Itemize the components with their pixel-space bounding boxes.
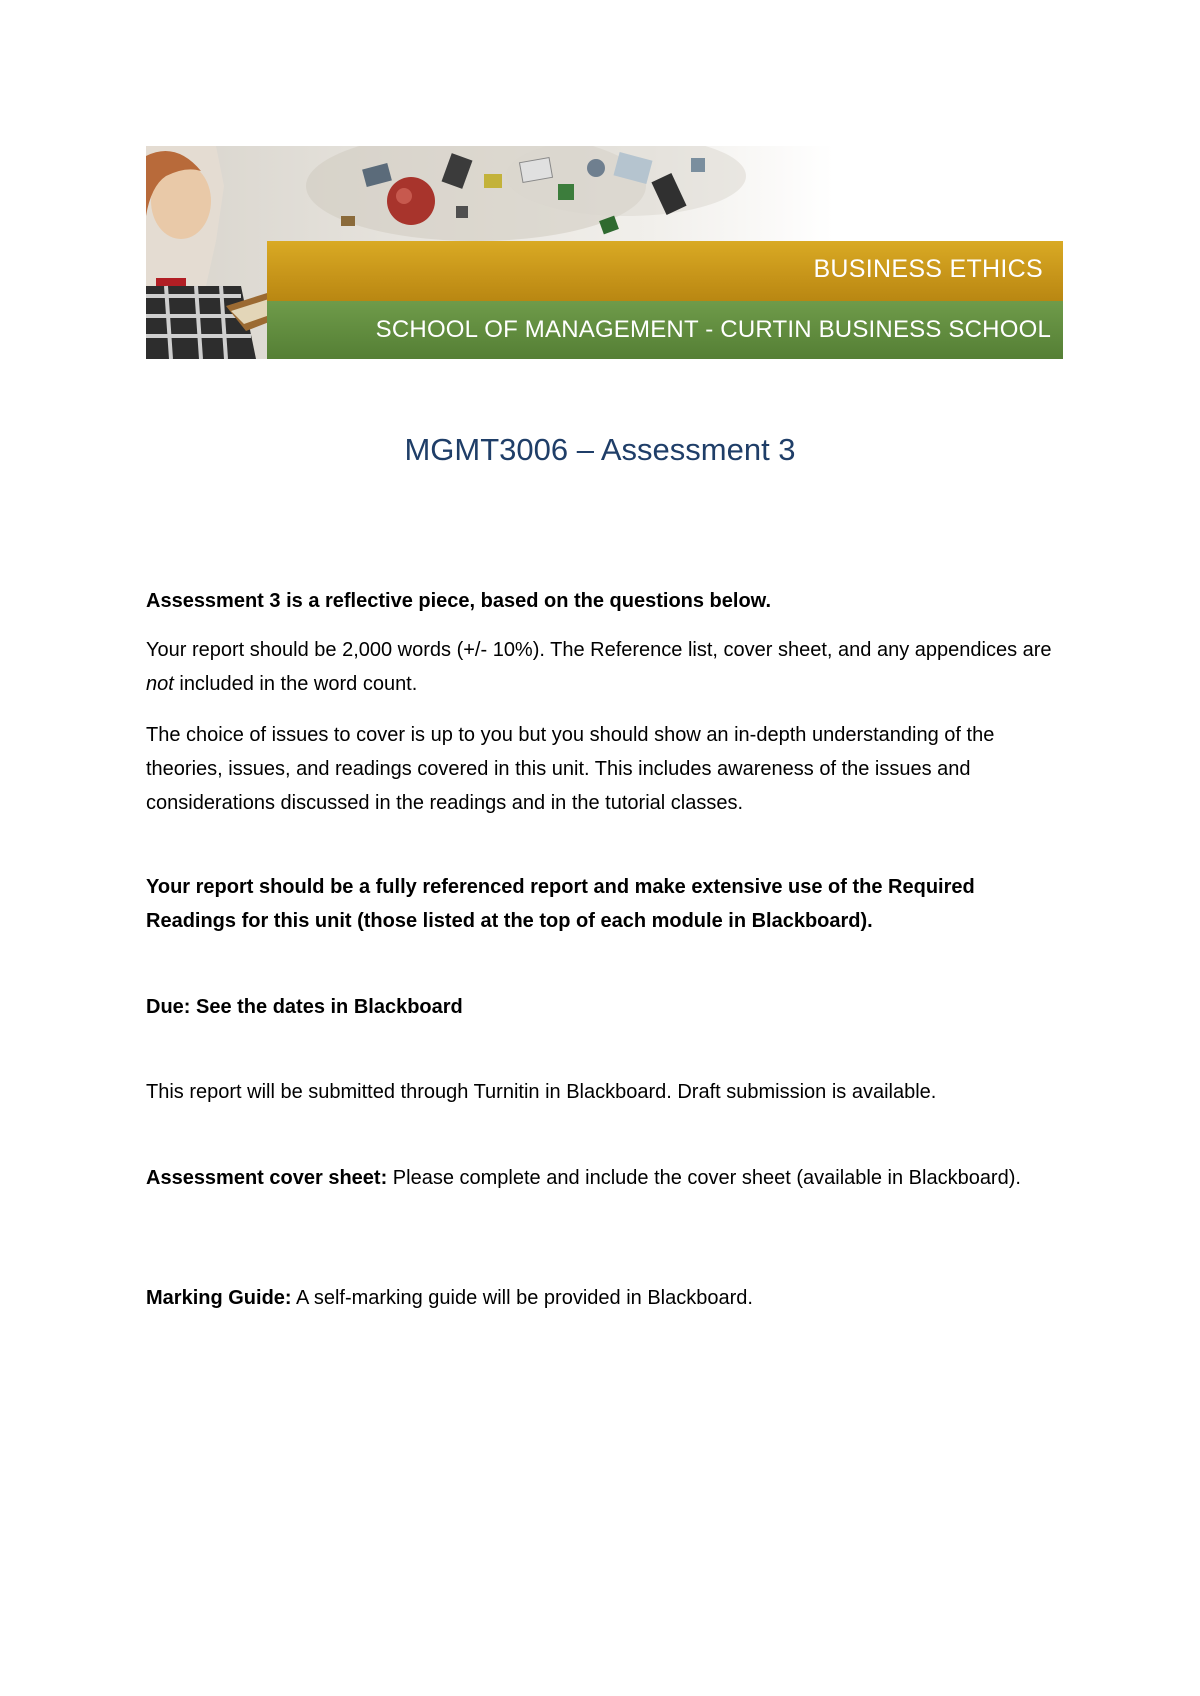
due-date-paragraph: Due: See the dates in Blackboard — [146, 996, 463, 1018]
banner-school: SCHOOL OF MANAGEMENT - CURTIN BUSINESS SCHOOL — [375, 316, 1051, 343]
referencing-paragraph: Your report should be a fully referenced report and make extensive use of the Required Readings for this unit (those listed at the top of each module in Blackboard). — [146, 876, 975, 932]
marking-guide-text: A self-marking guide will be provided in Blackboard. — [291, 1287, 753, 1309]
word-count-text-b: included in the word count. — [173, 673, 418, 695]
marking-guide-paragraph — [146, 1281, 1061, 1315]
word-count-text-a: Your report should be 2,000 words (+/- 10%). The Reference list, cover sheet, and any appendices are — [146, 639, 1052, 661]
submission-paragraph: This report will be submitted through Turnitin in Blackboard. Draft submission is available. — [146, 1081, 937, 1103]
cover-sheet-label: Assessment cover sheet: — [146, 1167, 388, 1189]
banner-subject: BUSINESS ETHICS — [813, 255, 1043, 283]
subject-band — [267, 241, 1063, 301]
header-banner — [146, 146, 1063, 359]
word-count-paragraph — [146, 633, 1061, 701]
choice-paragraph: The choice of issues to cover is up to you but you should show an in-depth understanding of the theories, issues, and readings covered in this unit. This includes awareness of the issues and considerations discussed in the readings and in the tutorial classes. — [146, 724, 995, 814]
word-count-emphasis: not — [146, 673, 174, 695]
cover-sheet-paragraph — [146, 1161, 1061, 1195]
cover-sheet-text: Please complete and include the cover sheet (available in Blackboard). — [387, 1167, 1021, 1189]
school-band — [267, 301, 1063, 359]
document-title: MGMT3006 – Assessment 3 — [404, 432, 796, 467]
marking-guide-label: Marking Guide: — [146, 1287, 292, 1309]
intro-paragraph: Assessment 3 is a reflective piece, based on the questions below. — [146, 590, 772, 612]
